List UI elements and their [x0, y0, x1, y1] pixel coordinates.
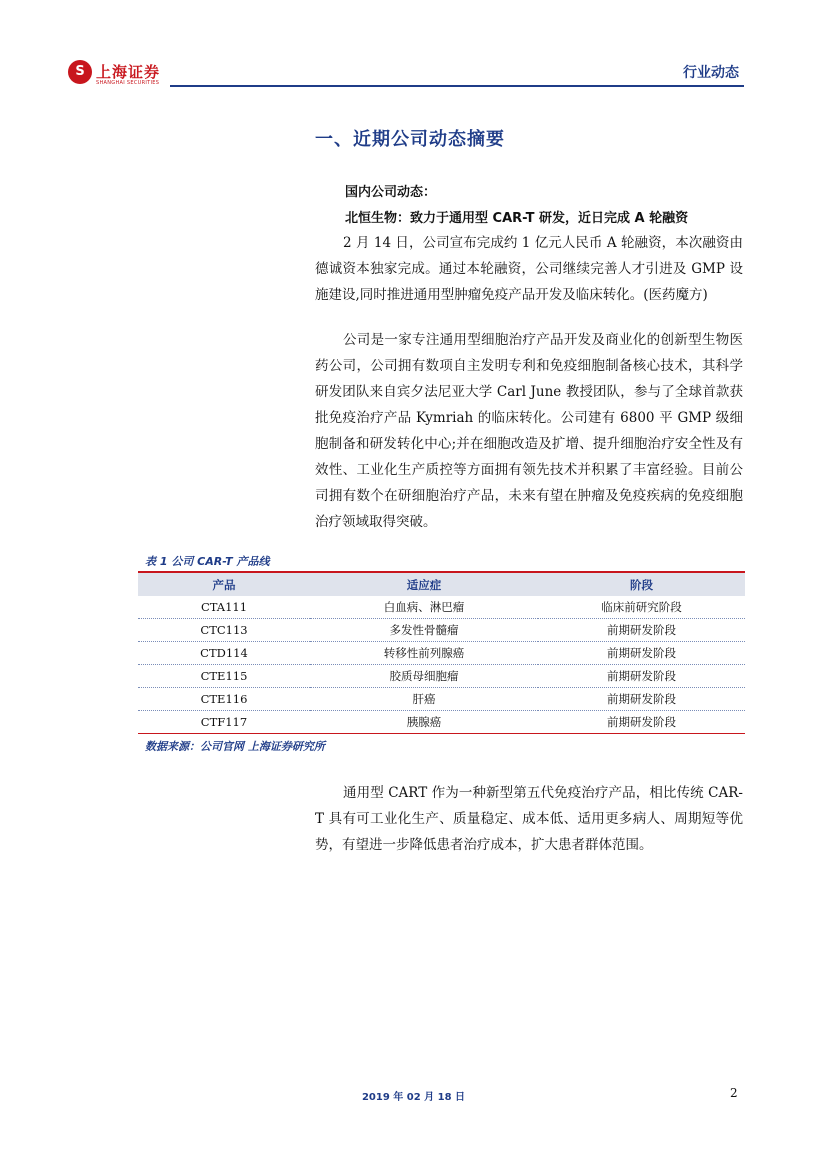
table-caption: 表 1 公司 CAR-T 产品线: [145, 555, 270, 568]
cell-stage: 临床前研究阶段: [538, 596, 745, 619]
cell-indication: 胶质母细胞瘤: [310, 665, 538, 688]
header-divider: [170, 85, 744, 87]
cell-stage: 前期研发阶段: [538, 711, 745, 734]
column-header-indication: 适应症: [310, 572, 538, 596]
paragraph-funding: 2 月 14 日，公司宣布完成约 1 亿元人民币 A 轮融资，本次融资由德诚资本独家完成。通过本轮融资，公司继续完善人才引进及 GMP 设施建设,同时推进通用型肿瘤免疫产品开发及临床转化。(医药魔方): [315, 235, 743, 303]
cell-indication: 转移性前列腺癌: [310, 642, 538, 665]
table-header-row: [138, 572, 745, 596]
cell-product: CTC113: [138, 619, 310, 642]
table-row: [138, 711, 745, 734]
domestic-label: 国内公司动态：: [345, 185, 437, 200]
footer-date: 2019 年 02 月 18 日: [361, 1092, 466, 1103]
cell-product: CTF117: [138, 711, 310, 734]
cell-stage: 前期研发阶段: [538, 619, 745, 642]
table-row: [138, 688, 745, 711]
cell-product: CTA111: [138, 596, 310, 619]
company-logo: [68, 60, 168, 90]
section-title: 一、近期公司动态摘要: [315, 129, 505, 150]
cell-product: CTE116: [138, 688, 310, 711]
column-header-product: 产品: [138, 572, 310, 596]
table-row: [138, 665, 745, 688]
header-category: 行业动态: [683, 65, 739, 81]
cell-stage: 前期研发阶段: [538, 642, 745, 665]
cell-indication: 白血病、淋巴瘤: [310, 596, 538, 619]
table-row: [138, 642, 745, 665]
news-title: 北恒生物：致力于通用型 CAR-T 研发，近日完成 A 轮融资: [345, 211, 689, 226]
table-row: [138, 619, 745, 642]
cell-indication: 多发性骨髓瘤: [310, 619, 538, 642]
column-header-stage: 阶段: [538, 572, 745, 596]
cell-stage: 前期研发阶段: [538, 688, 745, 711]
logo-name: 上海证券: [96, 63, 161, 81]
product-pipeline-table: [138, 571, 745, 734]
logo-subtitle: SHANGHAI SECURITIES: [96, 80, 160, 86]
cell-product: CTD114: [138, 642, 310, 665]
cell-stage: 前期研发阶段: [538, 665, 745, 688]
cell-indication: 胰腺癌: [310, 711, 538, 734]
table-source-note: 数据来源：公司官网 上海证券研究所: [145, 740, 325, 753]
table-row: [138, 596, 745, 619]
paragraph-company-intro: 公司是一家专注通用型细胞治疗产品开发及商业化的创新型生物医药公司，公司拥有数项自主发明专利和免疫细胞制备核心技术，其科学研发团队来自宾夕法尼亚大学 Carl June 教授团队，参与了全球首款获批免疫治疗产品 Kymriah 的临床转化。公司建有 6800 平 GMP 级细胞制备和研发转化中心;并在细胞改造及扩增、提升细胞治疗安全性及有效性、工业化生产质控等方面拥有领先技术并积累了丰富经验。目前公司拥有数个在研细胞治疗产品，未来有望在肿瘤及免疫疾病的免疫细胞治疗领域取得突破。: [315, 332, 743, 530]
cell-product: CTE115: [138, 665, 310, 688]
paragraph-universal-cart: 通用型 CART 作为一种新型第五代免疫治疗产品，相比传统 CAR-T 具有可工业化生产、质量稳定、成本低、适用更多病人、周期短等优势，有望进一步降低患者治疗成本，扩大患者群体范围。: [315, 785, 743, 853]
cell-indication: 肝癌: [310, 688, 538, 711]
page-number: 2: [730, 1086, 738, 1100]
logo-mark-icon: S: [68, 60, 92, 84]
